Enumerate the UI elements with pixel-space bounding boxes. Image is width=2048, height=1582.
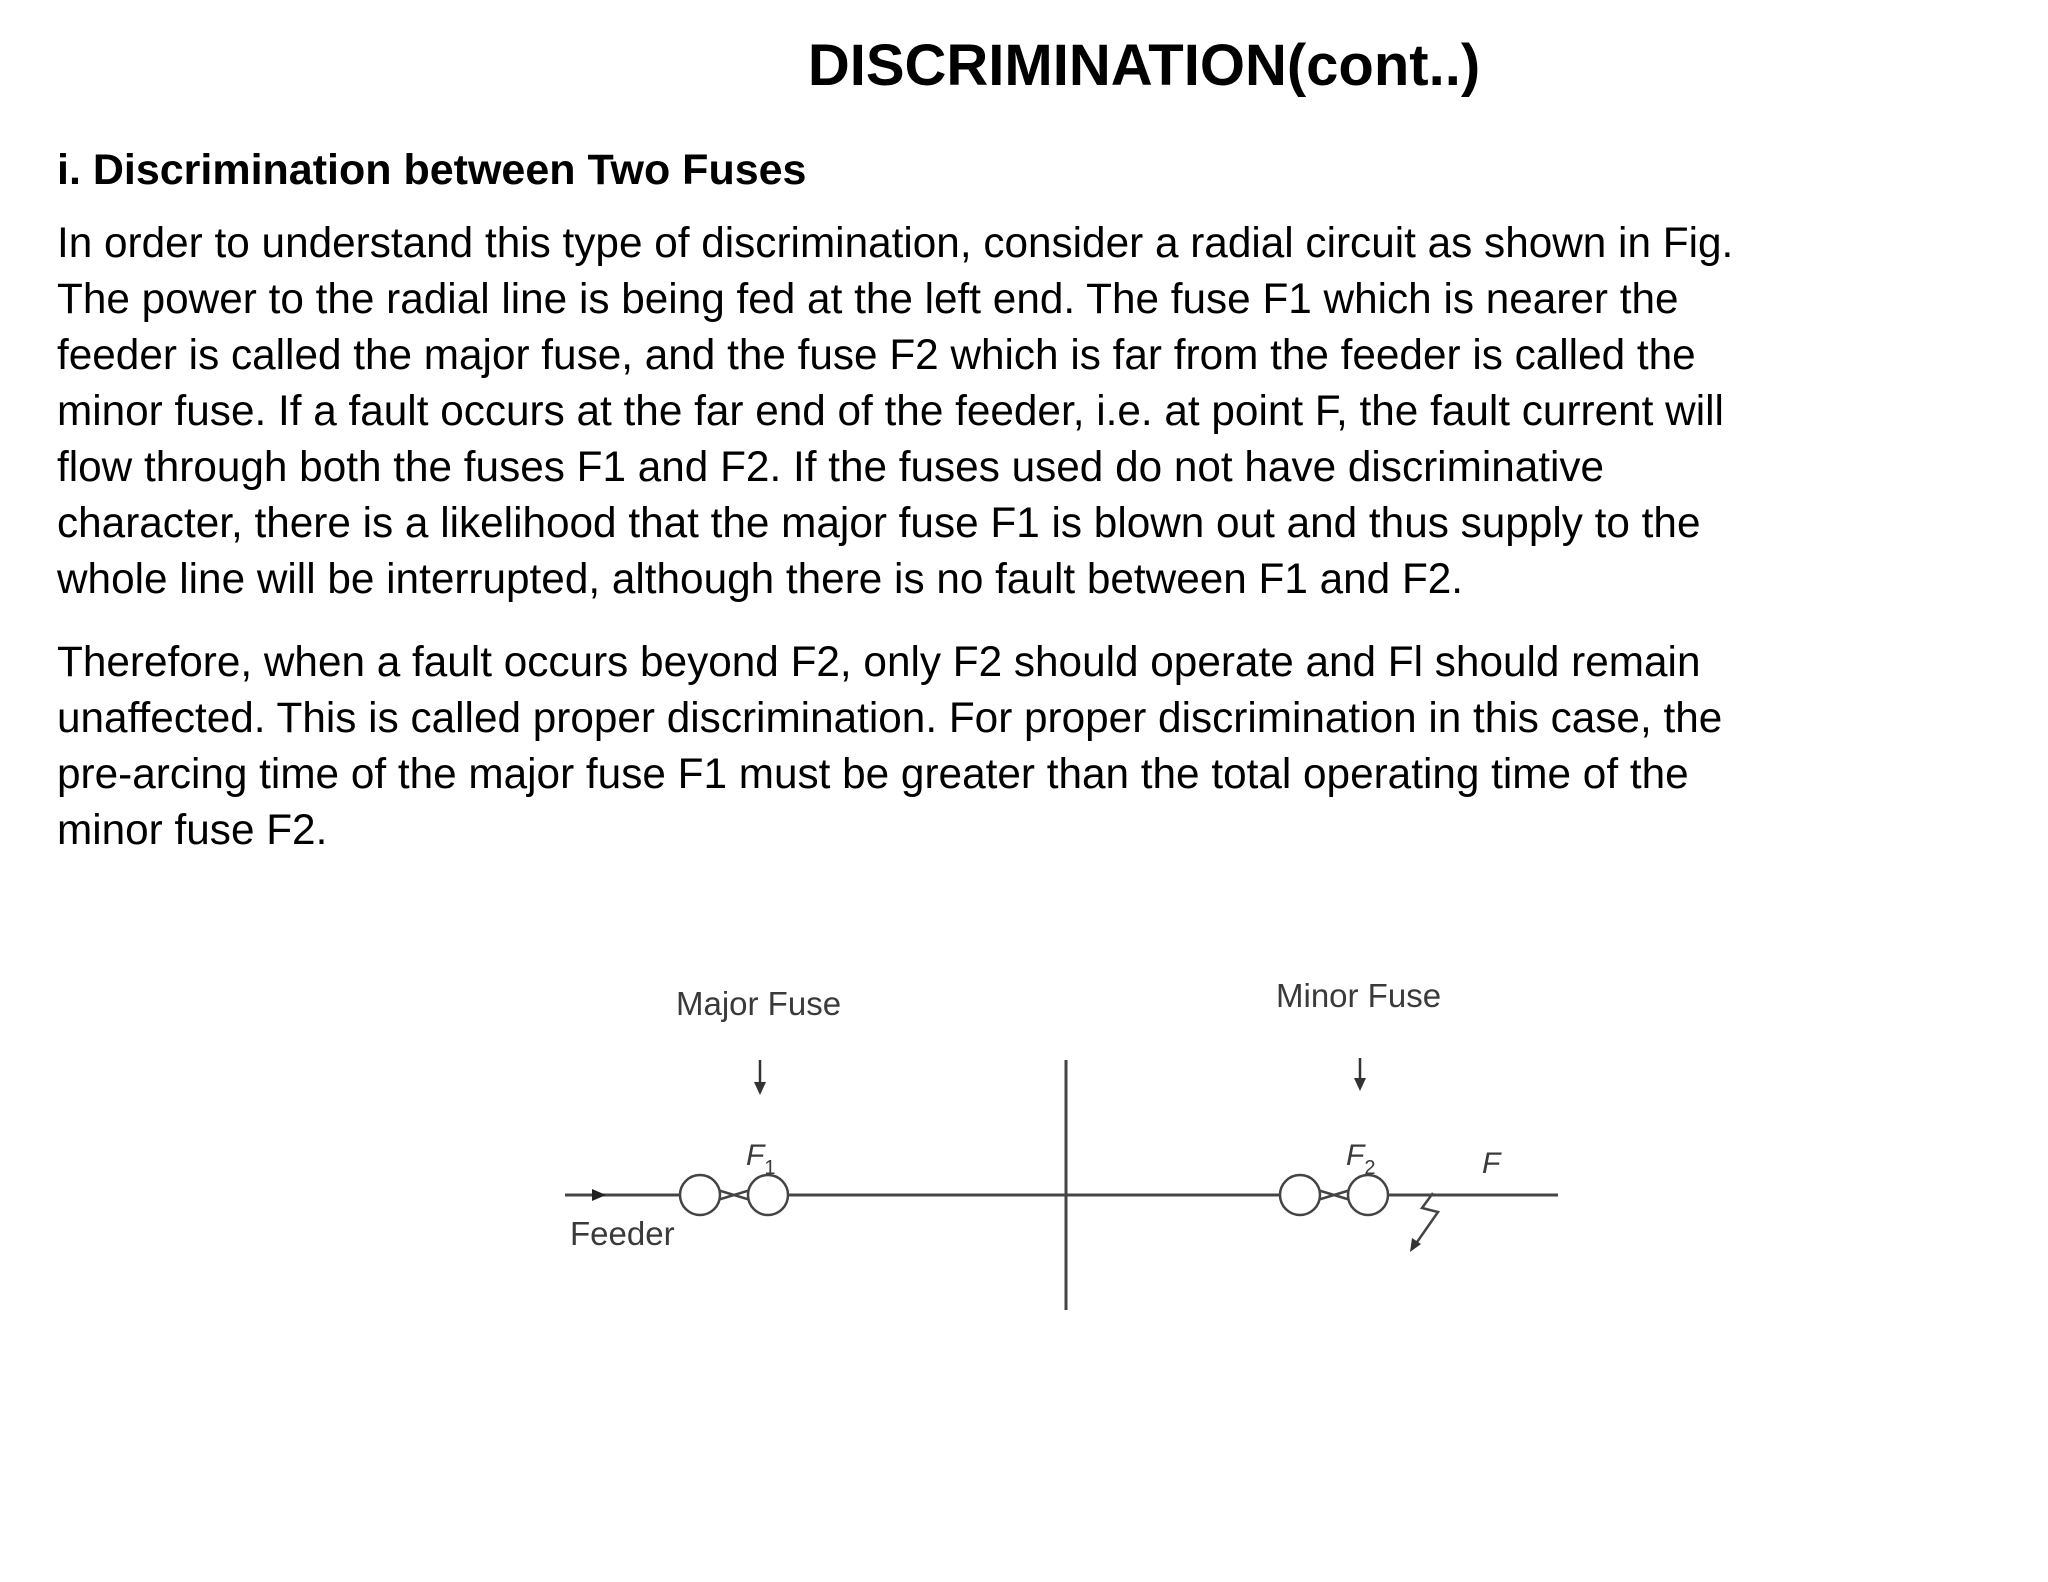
- minor-fuse-label: Minor Fuse: [1276, 980, 1442, 1014]
- major-fuse-arrow-icon: [754, 1060, 766, 1095]
- paragraph-2-line: minor fuse F2.: [57, 806, 328, 853]
- f1-label: [746, 1139, 775, 1179]
- feeder-label: Feeder: [570, 1215, 675, 1252]
- paragraph-1-line: In order to understand this type of discrimination, consider a radial circuit as shown in Fig.: [57, 219, 1734, 266]
- paragraph-2-line: unaffected. This is called proper discrimination. For proper discrimination in this case, the: [57, 694, 1723, 741]
- paragraph-2-line: pre-arcing time of the major fuse F1 must be greater than the total operating time of the: [57, 750, 1689, 797]
- f2-letter: F: [1346, 1139, 1365, 1172]
- paragraph-1-line: flow through both the fuses F1 and F2. If the fuses used do not have discriminative: [57, 443, 1605, 490]
- minor-fuse-arrow-icon: [1354, 1058, 1366, 1091]
- radial-circuit-svg: [560, 980, 1560, 1320]
- major-fuse-label: Major Fuse: [676, 985, 842, 1022]
- paragraph-1-line: minor fuse. If a fault occurs at the far end of the feeder, i.e. at point F, the fault current will: [57, 387, 1724, 434]
- paragraph-1-line: character, there is a likelihood that the major fuse F1 is blown out and thus supply to the: [57, 499, 1701, 546]
- f2-subscript: 2: [1364, 1157, 1376, 1179]
- major-fuse-symbol: [680, 1175, 788, 1215]
- paragraph-1-line: feeder is called the major fuse, and the fuse F2 which is far from the feeder is called the: [57, 331, 1696, 378]
- paragraph-1-line: The power to the radial line is being fed at the left end. The fuse F1 which is nearer the: [57, 275, 1679, 322]
- fault-bolt-icon: [1410, 1193, 1438, 1252]
- section-heading: i. Discrimination between Two Fuses: [57, 146, 807, 194]
- fault-point-label: F: [1482, 1147, 1501, 1180]
- f1-subscript: 1: [764, 1157, 776, 1179]
- paragraph-1-line: whole line will be interrupted, although there is no fault between F1 and F2.: [57, 555, 1464, 602]
- radial-circuit-diagram: [560, 980, 1560, 1320]
- feeder-arrow-icon: [592, 1189, 606, 1201]
- paragraph-2-line: Therefore, when a fault occurs beyond F2, only F2 should operate and Fl should remain: [57, 638, 1701, 685]
- paragraph-1: [57, 215, 1987, 607]
- paragraph-2: [57, 634, 1987, 858]
- f2-label: [1346, 1139, 1375, 1179]
- minor-fuse-symbol: [1280, 1175, 1388, 1215]
- slide-title: DISCRIMINATION(cont..): [807, 33, 1481, 98]
- f1-letter: F: [746, 1139, 765, 1172]
